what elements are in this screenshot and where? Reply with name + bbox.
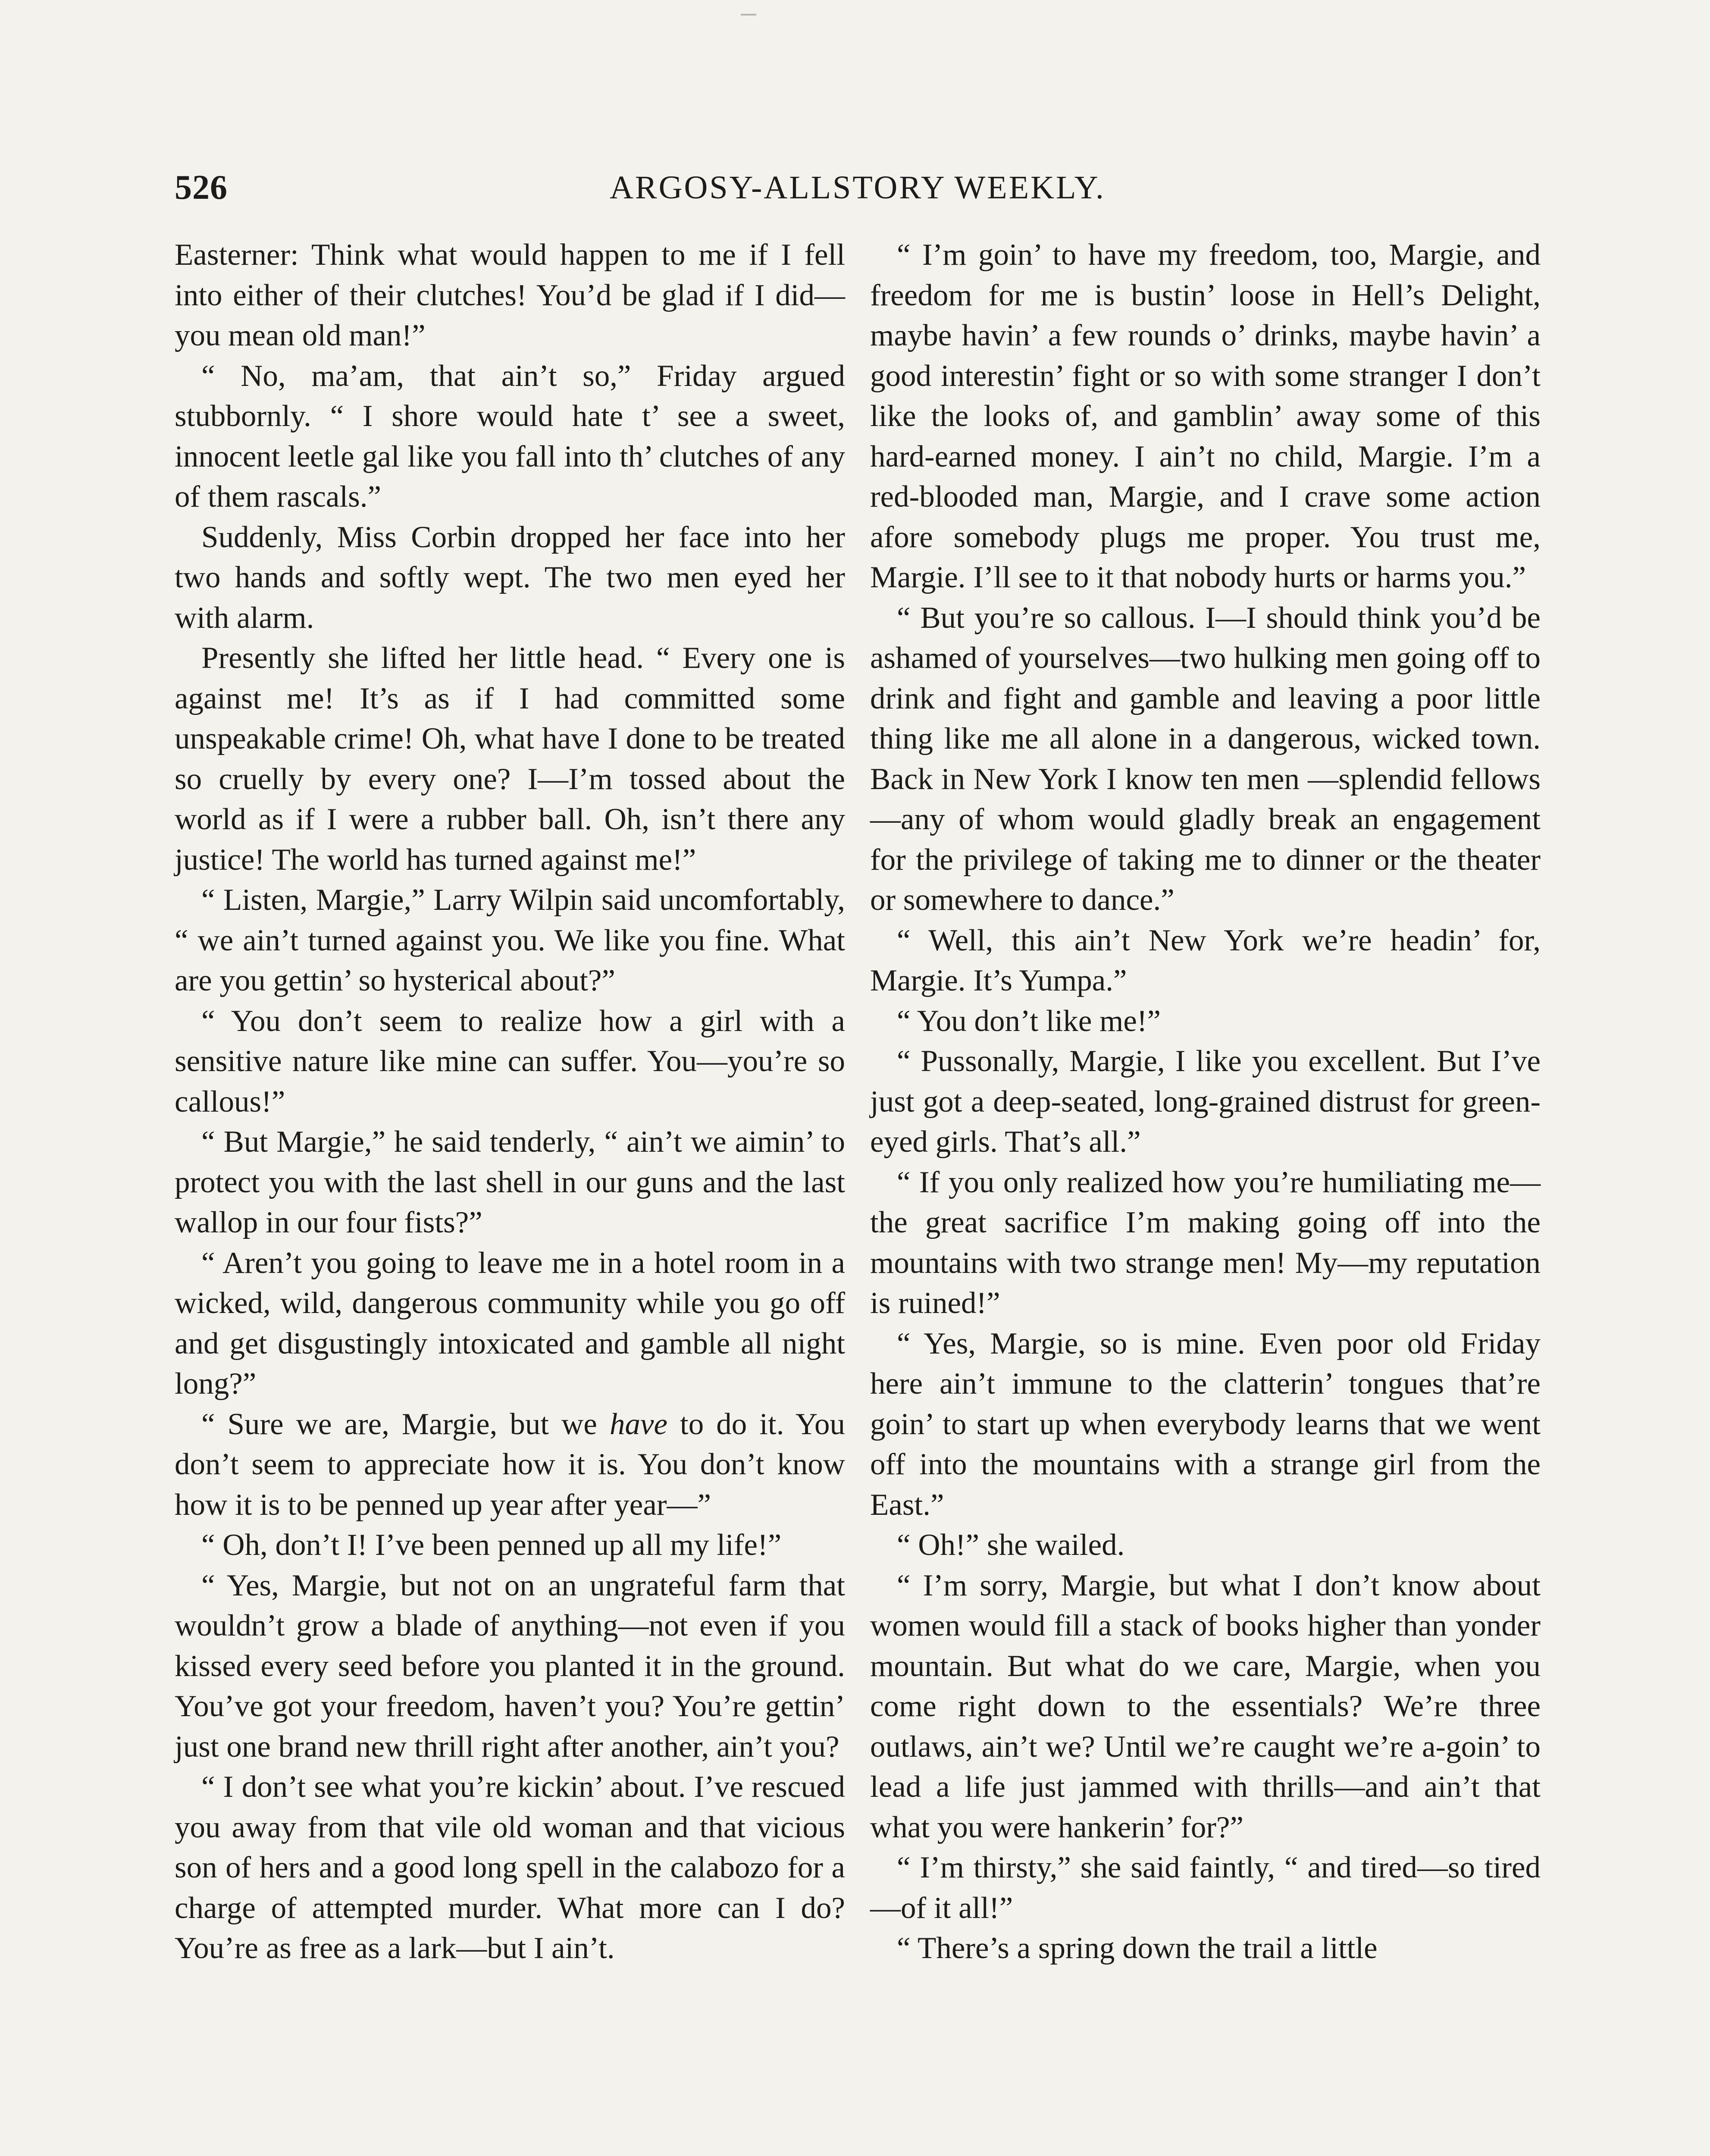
paragraph: “ But you’re so callous. I—I should think you’d be ashamed of yourselves—two hulking men going off to drink and fight and gamble and leaving a poor little thing like me all alone in a dangerous, wicked town. Back in New York I know ten men —splendid fellows—any of whom would gladly break an engagement for the privilege of taking me to dinner or the theater or somewhere to dance.” (870, 601, 1541, 917)
paragraph: Easterner: Think what would happen to me if I fell into either of their clutches! You’d be glad if I did—you mean old man!” (175, 238, 845, 352)
paragraph: “ You don’t seem to realize how a girl with a sensitive nature like mine can suffer. You—you’re so callous!” (175, 1004, 845, 1119)
paragraph: “ No, ma’am, that ain’t so,” Friday argued stubbornly. “ I shore would hate t’ see a sweet, innocent leetle gal like you fall into th’ clutches of any of them rascals.” (175, 359, 845, 514)
right-column (870, 235, 1541, 1969)
paragraph: “ Yes, Margie, but not on an ungrateful farm that wouldn’t grow a blade of anything—not even if you kissed every seed before you planted it in the ground. You’ve got your freedom, haven’t you? You’re gettin’ just one brand new thrill right after another, ain’t you? (175, 1568, 845, 1764)
emphasized-word: have (609, 1407, 667, 1441)
paragraph: “ Listen, Margie,” Larry Wilpin said uncomfortably, “ we ain’t turned against you. We like you fine. What are you gettin’ so hysterical about?” (175, 883, 845, 997)
page-header (175, 164, 1541, 211)
page-number: 526 (175, 169, 228, 207)
paragraph: “ Oh, don’t I! I’ve been penned up all my life!” (201, 1528, 782, 1562)
paragraph: “ I’m sorry, Margie, but what I don’t know about women would fill a stack of books higher than yonder mountain. But what do we care, Margie, when you come right down to the essentials? We’re three outlaws, ain’t we? Until we’re caught we’re a-goin’ to lead a life just jammed with thrills—and ain’t that what you were hankerin’ for?” (870, 1568, 1541, 1844)
paragraph: “ I’m goin’ to have my freedom, too, Margie, and freedom for me is bustin’ loose in Hell’s Delight, maybe havin’ a few rounds o’ drinks, maybe havin’ a good interestin’ fight or so with some stranger I don’t like the looks of, and gamblin’ away some of this hard-earned money. I ain’t no child, Margie. I’m a red-blooded man, Margie, and I crave some action afore somebody plugs me proper. You trust me, Margie. I’ll see to it that nobody hurts or harms you.” (870, 238, 1541, 594)
paragraph: “ Well, this ain’t New York we’re headin’ for, Margie. It’s Yumpa.” (870, 923, 1541, 997)
running-head: ARGOSY-ALLSTORY WEEKLY. (610, 169, 1106, 206)
paragraph: “ Yes, Margie, so is mine. Even poor old Friday here ain’t immune to the clatterin’ tongues that’re goin’ to start up when everybody learns that we went off into the mountains with a strange girl from the East.” (870, 1326, 1541, 1522)
paragraph: “ There’s a spring down the trail a little (897, 1931, 1378, 1965)
paragraph: “ If you only realized how you’re humiliating me—the great sacrifice I’m making going off into the mountains with two strange men! My—my reputation is ruined!” (870, 1165, 1541, 1320)
paragraph: “ Aren’t you going to leave me in a hotel room in a wicked, wild, dangerous community while you go off and get disgustingly intoxicated and gamble all night long?” (175, 1246, 845, 1401)
paragraph: Presently she lifted her little head. “ Every one is against me! It’s as if I had committed some unspeakable crime! Oh, what have I done to be treated so cruelly by every one? I—I’m tossed about the world as if I were a rubber ball. Oh, isn’t there any justice! The world has turned against me!” (175, 641, 845, 877)
paragraph: “ You don’t like me!” (897, 1004, 1161, 1038)
paragraph: “ Pussonally, Margie, I like you excellent. But I’ve just got a deep-seated, long-grained distrust for green-eyed girls. That’s all.” (870, 1044, 1541, 1159)
paragraph: “ I don’t see what you’re kickin’ about. I’ve rescued you away from that vile old woman and that vicious son of hers and a good long spell in the calabozo for a charge of attempted murder. What more can I do? You’re as free as a lark—but I ain’t. (175, 1770, 845, 1965)
scan-artifact (741, 14, 756, 16)
paragraph: “ Oh!” she wailed. (897, 1528, 1125, 1562)
paragraph: “ Sure we are, Margie, but we have to do it. You don’t seem to appreciate how it is. You don’t know how it is to be penned up year after year—” (175, 1407, 845, 1522)
paragraph: “ I’m thirsty,” she said faintly, “ and tired—so tired—of it all!” (870, 1851, 1541, 1925)
paragraph: Suddenly, Miss Corbin dropped her face into her two hands and softly wept. The two men eyed her with alarm. (175, 520, 845, 635)
paragraph: “ But Margie,” he said tenderly, “ ain’t we aimin’ to protect you with the last shell in our guns and the last wallop in our four fists?” (175, 1125, 845, 1239)
left-column (175, 235, 845, 1969)
